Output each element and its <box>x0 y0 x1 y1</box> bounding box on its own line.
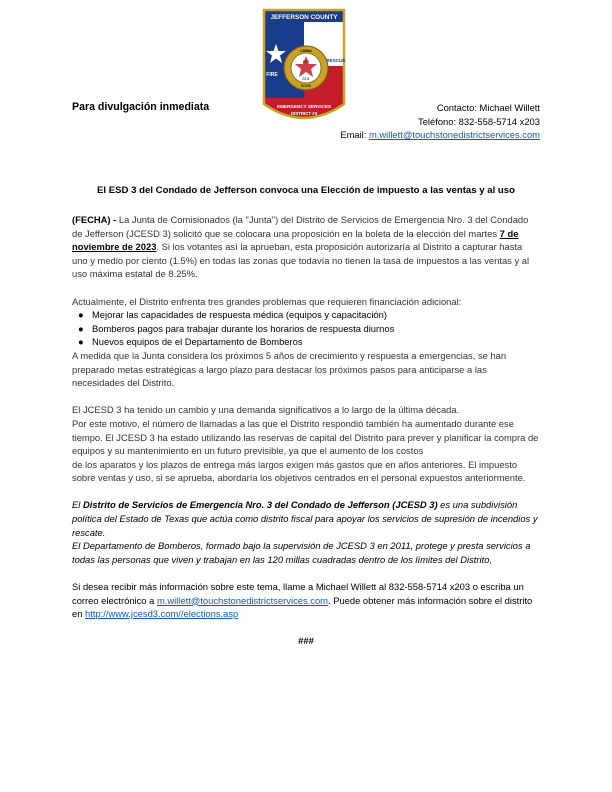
about-fire-department: El Departamento de Bomberos, formado bajo la supervisión de JCESD 3 en 2011, protege y presta servicios a todas las personas que viven y trabajan en las 120 millas cuadradas dentro de los límites del Distrito, <box>72 540 531 565</box>
paragraph-change-2: Por este motivo, el número de llamadas a las que el Distrito respondió también ha aumentado durante ese tiempo. El JCESD 3 ha estado utilizando las reservas de capital del Distrito para prever y planificar la compra de equipos y su mantenimiento en un futuro previsible, ya que el aumento de los costos <box>72 417 539 457</box>
logo-left-text: FIRE <box>266 72 278 78</box>
contact-email-link[interactable]: m.willett@touchstonedistrictservices.com <box>368 129 540 140</box>
problems-list <box>72 308 540 349</box>
elections-url-link[interactable]: http://www.jcesd3.com//elections.asp <box>85 608 239 620</box>
paragraph-intro <box>72 213 540 281</box>
email-link[interactable]: m.willett@touchstonedistrictservices.com <box>156 594 328 606</box>
document-body <box>72 213 540 648</box>
contact-name: Contacto: Michael Willett <box>436 102 540 113</box>
paragraph-change-3: de los aparatos y los plazos de entrega más largos exigen más gastos que en años anteriores. El impuesto sobre ventas y uso, si se aprueba, abordaría los objetivos centrados en el personal expuestos anteriormente. <box>72 458 526 484</box>
logo-center-mid: EST <box>302 60 310 64</box>
district-logo <box>262 8 346 126</box>
district-name: Distrito de Servicios de Emergencia Nro. 3 del Condado de Jefferson (JCESD 3) <box>82 499 438 511</box>
document-title: El ESD 3 del Condado de Jefferson convoca una Elección de impuesto a las ventas y al uso <box>97 185 515 196</box>
about-district: El Distrito de Servicios de Emergencia Nro. 3 del Condado de Jefferson (JCESD 3) es una subdivisión política del Estado de Texas que actúa como distrito fiscal para apoyar los servicios de supresión de incendios y rescate. <box>72 499 538 538</box>
intro-text-a: La Junta de Comisionados (la "Junta") del Distrito de Servicios de Emergencia Nro. 3 del Condado de Jefferson (JCESD 3) solicitó que se colocara una proposición en la boleta de la elección del martes <box>72 214 529 239</box>
problems-intro: Actualmente, el Distrito enfrenta tres grandes problemas que requieren financiación adicional: <box>72 295 462 307</box>
logo-top-text: JEFFERSON COUNTY <box>270 14 338 21</box>
list-item: ● Mejorar las capacidades de respuesta médica (equipos y capacitación) <box>78 309 387 321</box>
election-date: 7 de noviembre de 2023 <box>72 227 519 253</box>
logo-center-year: 2011 <box>302 77 310 81</box>
list-item: ● Nuevos equipos de el Departamento de Bomberos <box>78 336 303 348</box>
contact-block <box>340 101 540 142</box>
contact-phone: Teléfono: 832-558-5714 x203 <box>418 115 540 127</box>
intro-text-b: . Si los votantes así la aprueban, esta proposición autorizaría al Distrito a capturar hasta uno y medio por ciento (1.5%) en todas las zonas que todavía no tienen la tasa de impuestos a las ventas y al uso máxima estatal de 8.25%. <box>72 241 530 280</box>
logo-center-bottom: NOME <box>300 84 312 88</box>
problems-after: A medida que la Junta considera los próximos 5 años de crecimiento y respuesta a emergencias, se han preparado metas estratégicas a largo plazo para destacar los próximos pasos para anticiparse a las necesidades del Distrito. <box>72 349 507 389</box>
logo-bottom-text: EMERGENCY SERVICES <box>277 104 331 109</box>
paragraph-change-1: El JCESD 3 ha tenido un cambio y una demanda significativos a lo largo de la última década. <box>72 404 460 416</box>
contact-email-line <box>340 128 540 142</box>
email-label: Email: <box>340 129 367 140</box>
date-placeholder: (FECHA) - <box>72 214 117 225</box>
more-info: Si desea recibir más información sobre este tema, llame a Michael Willett al 832-558-5714 x203 o escriba un correo electrónico a m.willett@touchstonedistrictservices.com. Puede obtener más información sobre el distrito en http://www.jcesd3.com//elections.asp <box>72 581 533 620</box>
logo-district: DISTRICT #3 <box>290 111 318 116</box>
logo-center-top: CHINA <box>300 49 312 53</box>
list-item: ● Bomberos pagos para trabajar durante los horarios de respuesta diurnos <box>78 322 395 334</box>
end-mark: ### <box>298 635 314 647</box>
release-label: Para divulgación inmediata <box>72 101 210 113</box>
logo-right-text: RESCUE <box>326 58 346 63</box>
